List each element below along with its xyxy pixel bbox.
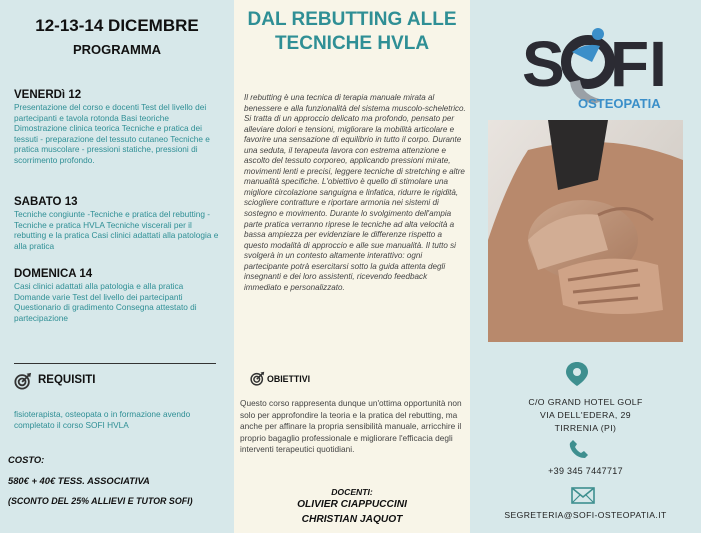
address-line: VIA DELL'EDERA, 29 (540, 410, 631, 420)
address-line: TIRRENIA (PI) (554, 423, 617, 433)
docente-name: CHRISTIAN JAQUOT (301, 514, 403, 525)
divider (14, 363, 216, 364)
obiettivi-heading: OBIETTIVI (267, 374, 311, 384)
course-description: Il rebutting è una tecnica di terapia manuale mirata al benessere e alla funzionalità del sistema muscolo-scheletrico. Si tratta di un approccio delicato ma profondo, pensato per alleviare dolori e tensioni, migliorare la mobilità articolare e favorire una sensazione di equilibrio in tutto il corpo. Durante una seduta, il terapeuta lavora con estrema attenzione e ascolto del tessuto corporeo, applicando pressioni mirate, movimenti lenti e precisi, leggere tecniche di stretching e altre manualità specifiche. L'obiettivo è quello di stimolare una migliore circolazione sanguigna e linfatica, ridurre le rigidità, sciogliere contratture e riportare armonia nei sistemi di sostegno e movimento. Durante lo svolgimento dell'ampia parte pratica verranno riprese le tecniche ad alta velocità a bassa ampiezza per evidenziare le differenze rispetto a questo modalità di approccio e alle sue manualità. Il tutto si svolgerà in un contesto altamente interattivo: ogni partecipante potrà esercitarsi sotto la guida attenta degli insegnanti e dei loro assistenti, ricevendo feedback immediato e personalizzato. (244, 93, 466, 292)
target-icon (250, 371, 265, 386)
massage-photo (488, 120, 683, 342)
requisiti-text: fisioterapista, osteopata o in formazione avendo completato il corso SOFI HVLA (14, 409, 191, 430)
requisiti-heading: REQUISITI (38, 374, 96, 386)
phone-icon (569, 439, 589, 459)
costo-value: 580€ + 40€ TESS. ASSOCIATIVA (8, 475, 150, 486)
costo-label: COSTO: (8, 454, 45, 465)
logo-letters-fi: FI (610, 28, 667, 100)
course-title: DAL REBUTTING ALLE TECNICHE HVLA (247, 9, 457, 54)
day-text-domenica: Casi clinici adattati alla patologia e alla pratica Domande varie Test del livello dei partecipanti Questionario di gradimento Consegna attestato di partecipazione (14, 281, 197, 323)
sofi-logo (520, 22, 667, 114)
event-dates: 12-13-14 DICEMBRE (35, 16, 199, 35)
day-text-venerdi: Presentazione del corso e docenti Test del livello dei partecipanti e tavola rotonda Basi teoriche Dimostrazione clinica teorica Tecniche e pratica dei tessuti - preparazione del tessuto cutaneo Tecniche e pratica muscolare - pressioni statiche, pressioni di scorrimento profondo. (14, 102, 210, 165)
target-icon (14, 372, 32, 390)
day-title-venerdi: VENERDì 12 (14, 89, 82, 101)
docente-name: OLIVIER CIAPPUCCINI (297, 499, 407, 510)
docenti-label: DOCENTI: (331, 487, 373, 497)
logo-figure-head (592, 28, 604, 40)
obiettivi-text: Questo corso rappresenta dunque un'ottima opportunità non solo per approfondire la teoria e la pratica del rebutting, ma anche per affinare la propria sensibilità manuale, arricchire il proprio bagaglio professionale e migliorare l'efficacia degli interventi terapeutici quotidiani. (240, 398, 462, 455)
costo-note: (SCONTO DEL 25% ALLIEVI E TUTOR SOFI) (8, 496, 193, 506)
day-text-sabato: Tecniche congiunte -Tecniche e pratica del rebutting - Tecniche e pratica HVLA Tecniche viscerali per il rebutting e la pratica Casi clinici adattati alla patologia e alla pratica (14, 209, 219, 251)
location-pin-icon (565, 361, 589, 387)
programma-heading: PROGRAMMA (72, 42, 162, 57)
logo-subtitle: OSTEOPATIA (578, 96, 661, 111)
phone-number[interactable]: +39 345 7447717 (548, 466, 623, 476)
email-address[interactable]: SEGRETERIA@SOFI-OSTEOPATIA.IT (504, 510, 667, 520)
address-line: C/O GRAND HOTEL GOLF (528, 397, 643, 407)
day-title-sabato: SABATO 13 (14, 196, 78, 208)
envelope-icon (571, 487, 595, 504)
logo-letter-s: S (522, 28, 565, 100)
day-title-domenica: DOMENICA 14 (14, 268, 93, 280)
